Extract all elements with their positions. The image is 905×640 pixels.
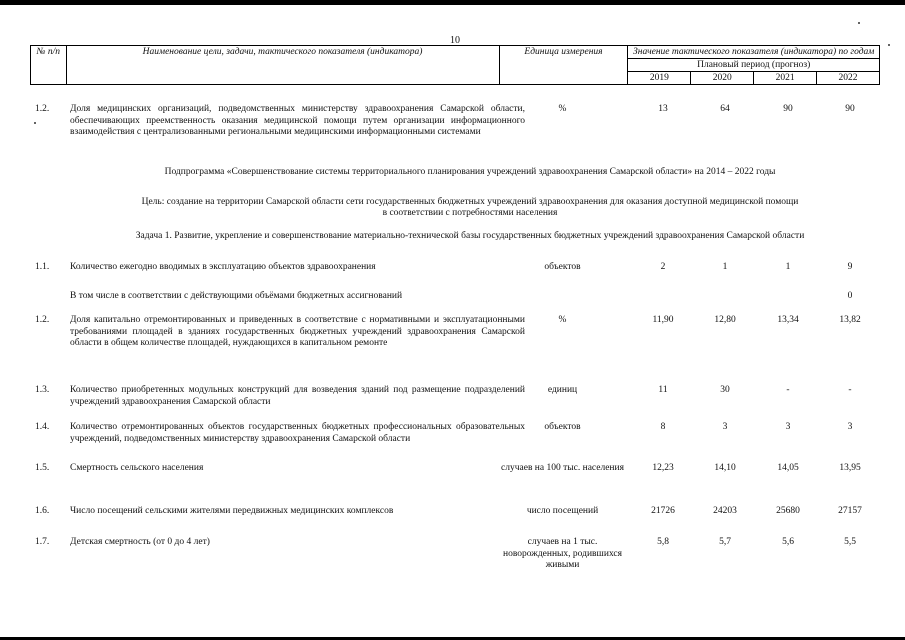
- row-value: 2: [660, 262, 666, 272]
- row-value: 13: [658, 104, 668, 114]
- row-number: 1.4.: [35, 422, 50, 432]
- page-number: 10: [450, 35, 460, 46]
- row-value: 64: [720, 104, 730, 114]
- row-unit: %: [558, 104, 567, 114]
- row-unit: %: [558, 315, 567, 325]
- header-planning: Плановый период (прогноз): [628, 59, 880, 72]
- row-name: Число посещений сельскими жителями передвижных медицинских комплексов: [70, 506, 394, 516]
- row-value: 5,5: [844, 537, 856, 547]
- row-value: 13,95: [839, 463, 861, 473]
- header-year: 2019: [628, 72, 691, 85]
- row-unit: объектов: [544, 262, 581, 272]
- goal-line-1: Цель: создание на территории Самарской области сети государственных бюджетных учреждений здравоохранения для оказания доступной медицинской помощи: [141, 197, 799, 207]
- row-value: 21726: [651, 506, 675, 516]
- row-unit: единиц: [547, 385, 578, 395]
- row-unit: объектов: [544, 422, 581, 432]
- row-unit: случаев на 100 тыс. населения: [501, 463, 624, 473]
- row-name: В том числе в соответствии с действующими объёмами бюджетных ассигнований: [70, 291, 403, 301]
- row-value: 3: [847, 422, 853, 432]
- row-value: 90: [845, 104, 855, 114]
- row-number: 1.7.: [35, 537, 50, 547]
- row-name: Смертность сельского населения: [70, 463, 204, 473]
- row-value: 1: [785, 262, 791, 272]
- row-value: 13,82: [839, 315, 861, 325]
- header-year: 2022: [817, 72, 880, 85]
- row-number: 1.5.: [35, 463, 50, 473]
- header-col-unit: Единица измерения: [499, 46, 628, 85]
- scan-speck: [888, 44, 890, 46]
- table-header: [30, 45, 880, 85]
- row-name: Количество отремонтированных объектов государственных бюджетных профессиональных образовательных учреждений, подведомственных министерству здравоохранения Самарской области: [70, 422, 525, 444]
- row-value: 90: [783, 104, 793, 114]
- row-unit: случаев на 1 тыс. новорожденных, родившихся живыми: [502, 537, 623, 570]
- row-value: 24203: [713, 506, 737, 516]
- row-value: -: [786, 385, 790, 395]
- header-year: 2021: [754, 72, 817, 85]
- row-value: 3: [722, 422, 728, 432]
- row-value: 11,90: [652, 315, 674, 325]
- row-value: -: [848, 385, 852, 395]
- row-value: 14,10: [714, 463, 736, 473]
- row-value: 30: [720, 385, 730, 395]
- row-value: 14,05: [777, 463, 799, 473]
- row-name: Доля медицинских организаций, подведомственных министерству здравоохранения Самарской области, обеспечивающих преемственность оказания медицинской помощи путем организации информационного взаимодействия с централизованными региональными медицинскими информационными системами: [70, 104, 525, 137]
- header-col-values: Значение тактического показателя (индикатора) по годам: [628, 46, 880, 59]
- row-value: 12,23: [652, 463, 674, 473]
- task-title: Задача 1. Развитие, укрепление и совершенствование материально-технической базы государственных бюджетных учреждений здравоохранения Самарской области: [135, 231, 805, 241]
- row-number: 1.6.: [35, 506, 50, 516]
- row-name: Детская смертность (от 0 до 4 лет): [70, 537, 210, 547]
- row-value: 5,8: [657, 537, 669, 547]
- row-value: 0: [847, 291, 853, 301]
- row-name: Доля капитально отремонтированных и приведенных в соответствие с нормативными и эксплуатационными требованиями площадей в зданиях государственных бюджетных учреждений здравоохранения Самарской области в общем количестве площадей, нуждающихся в капитальном ремонте: [70, 315, 525, 348]
- row-value: 3: [785, 422, 791, 432]
- row-number: 1.2.: [35, 104, 50, 114]
- row-value: 5,7: [719, 537, 731, 547]
- row-value: 13,34: [777, 315, 799, 325]
- row-name: Количество приобретенных модульных конструкций для возведения зданий под размещение подразделений учреждений здравоохранения Самарской области: [70, 385, 525, 407]
- row-value: 12,80: [714, 315, 736, 325]
- goal-line-2: в соответствии с потребностями населения: [382, 208, 558, 218]
- header-col-name: Наименование цели, задачи, тактического показателя (индикатора): [66, 46, 499, 85]
- row-value: 27157: [838, 506, 862, 516]
- row-number: 1.1.: [35, 262, 50, 272]
- row-unit: число посещений: [526, 506, 599, 516]
- row-value: 1: [722, 262, 728, 272]
- scan-top-border: [0, 0, 905, 5]
- row-value: 9: [847, 262, 853, 272]
- scan-speck: [858, 22, 860, 24]
- header-year: 2020: [691, 72, 754, 85]
- row-value: 11: [658, 385, 668, 395]
- row-value: 8: [660, 422, 666, 432]
- subprogram-title: Подпрограмма «Совершенствование системы территориального планирования учреждений здравоохранения Самарской области» на 2014 – 2022 годы: [164, 167, 776, 177]
- row-value: 5,6: [782, 537, 794, 547]
- scan-speck: [34, 122, 36, 124]
- row-value: 25680: [776, 506, 800, 516]
- row-number: 1.3.: [35, 385, 50, 395]
- header-col-num: № п/п: [31, 46, 67, 85]
- row-number: 1.2.: [35, 315, 50, 325]
- row-name: Количество ежегодно вводимых в эксплуатацию объектов здравоохранения: [70, 262, 376, 272]
